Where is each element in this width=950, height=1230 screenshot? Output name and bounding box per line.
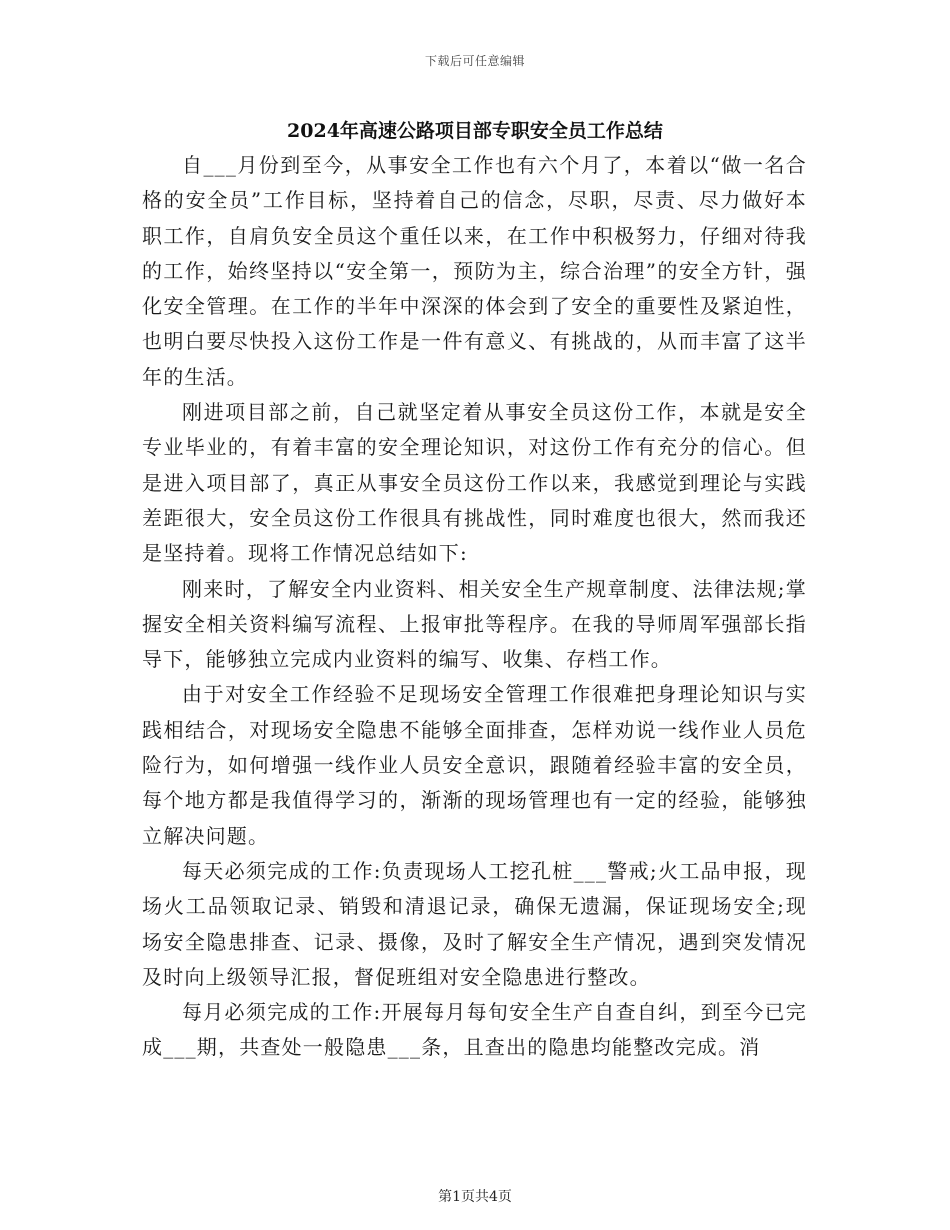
document-title: 2024年高速公路项目部专职安全员工作总结 <box>287 120 663 142</box>
paragraph: 每天必须完成的工作:负责现场人工挖孔桩___警戒;火工品申报，现场火工品领取记录、销毁和清退记录，确保无遗漏，保证现场安全;现场安全隐患排查、记录、摄像，及时了解安全生产情况，遇到突发情况及时向上级领导汇报，督促班组对安全隐患进行整改。 <box>142 858 807 989</box>
document-body <box>142 148 807 1066</box>
paragraph: 每月必须完成的工作:开展每月每旬安全生产自查自纠，到至今已完成___期，共查处一般隐患___条，且查出的隐患均能整改完成。消 <box>142 1000 807 1060</box>
paragraph: 刚来时，了解安全内业资料、相关安全生产规章制度、法律法规;掌握安全相关资料编写流程、上报审批等程序。在我的导师周军强部长指导下，能够独立完成内业资料的编写、收集、存档工作。 <box>142 576 807 672</box>
paragraph: 自___月份到至今，从事安全工作也有六个月了，本着以“做一名合格的安全员”工作目标，坚持着自己的信念，尽职，尽责、尽力做好本职工作，自肩负安全员这个重任以来，在工作中积极努力，仔细对待我的工作，始终坚持以“安全第一，预防为主，综合治理”的安全方针，强化安全管理。在工作的半年中深深的体会到了安全的重要性及紧迫性，也明白要尽快投入这份工作是一件有意义、有挑战的，从而丰富了这半年的生活。 <box>142 153 807 389</box>
page-number: 第1页共4页 <box>438 1189 512 1205</box>
paragraph: 由于对安全工作经验不足现场安全管理工作很难把身理论知识与实践相结合，对现场安全隐患不能够全面排查，怎样劝说一线作业人员危险行为，如何增强一线作业人员安全意识，跟随着经验丰富的安全员，每个地方都是我值得学习的，渐渐的现场管理也有一定的经验，能够独立解决问题。 <box>142 682 807 848</box>
page-header-note: 下载后可任意编辑 <box>424 54 525 68</box>
paragraph: 刚进项目部之前，自己就坚定着从事安全员这份工作，本就是安全专业毕业的，有着丰富的安全理论知识，对这份工作有充分的信心。但是进入项目部了，真正从事安全员这份工作以来，我感觉到理论与实践差距很大，安全员这份工作很具有挑战性，同时难度也很大，然而我还是坚持着。现将工作情况总结如下: <box>142 400 807 566</box>
